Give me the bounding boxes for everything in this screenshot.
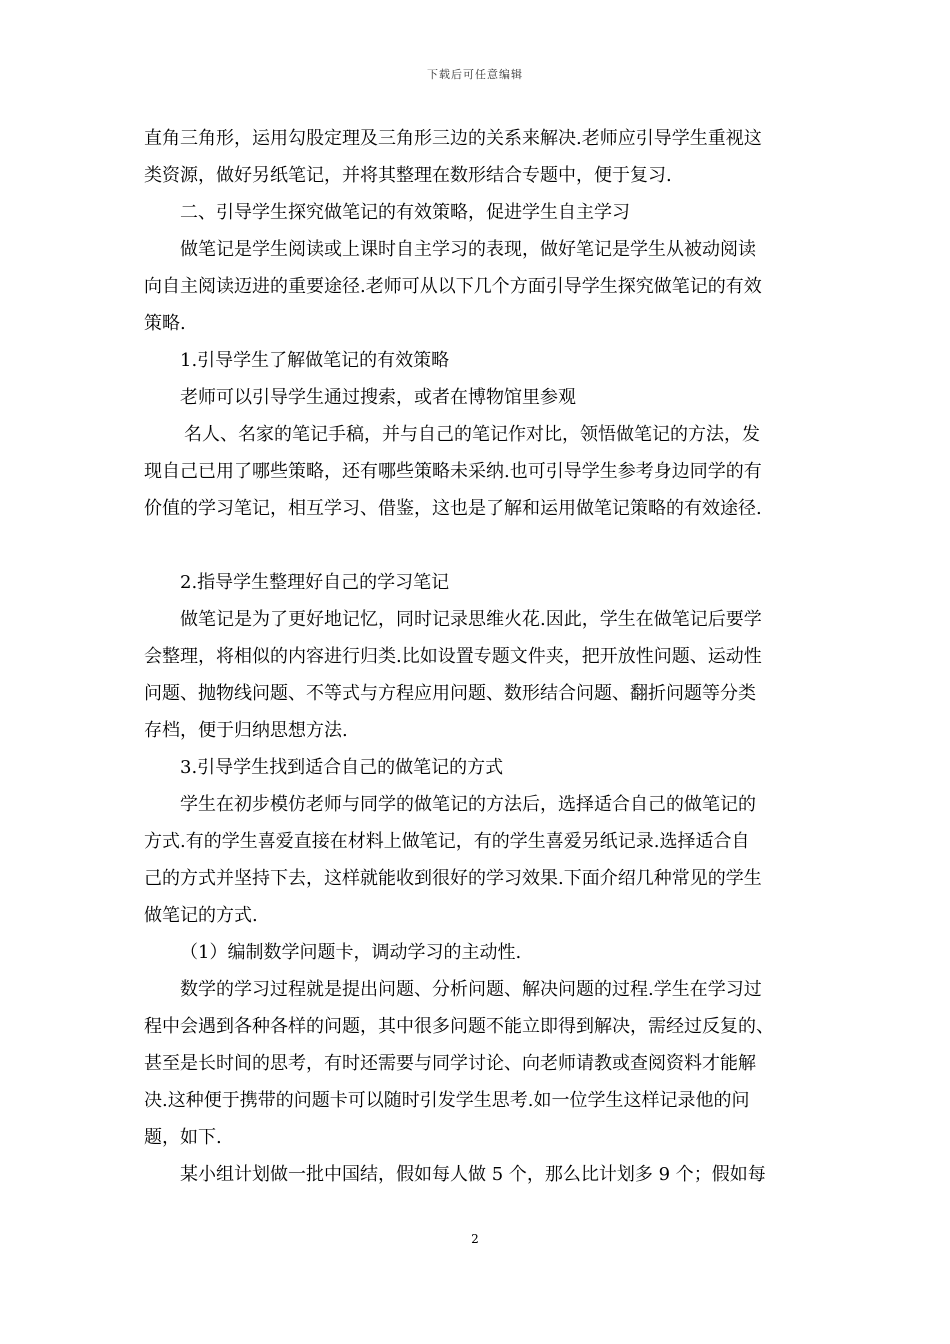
text-line: 问题、抛物线问题、不等式与方程应用问题、数形结合问题、翻折问题等分类 [144, 683, 756, 704]
text-line: 题，如下. [144, 1127, 222, 1148]
paragraph [144, 971, 808, 1156]
text-line: 老师可以引导学生通过搜索，或者在博物馆里参观 [180, 387, 576, 408]
subsection-heading [144, 749, 808, 786]
text-line: 程中会遇到各种各样的问题，其中很多问题不能立即得到解决，需经过反复的、 [144, 1016, 774, 1037]
document-body [144, 120, 808, 1193]
text-line: 直角三角形，运用勾股定理及三角形三边的关系来解决.老师应引导学生重视这 [144, 128, 762, 149]
text-line: 现自己已用了哪些策略，还有哪些策略未采纳.也可引导学生参考身边同学的有 [144, 461, 762, 482]
text-line: 己的方式并坚持下去，这样就能收到很好的学习效果.下面介绍几种常见的学生 [144, 868, 762, 889]
heading-text: 1.引导学生了解做笔记的有效策略 [180, 350, 450, 371]
text-line: 某小组计划做一批中国结，假如每人做 5 个，那么比计划多 9 个；假如每 [180, 1164, 766, 1185]
subsection-heading [144, 564, 808, 601]
text-line: 决.这种便于携带的问题卡可以随时引发学生思考.如一位学生这样记录他的问 [144, 1090, 750, 1111]
text-line: 会整理，将相似的内容进行归类.比如设置专题文件夹，把开放性问题、运动性 [144, 646, 762, 667]
paragraph [144, 379, 808, 416]
page-number: 2 [471, 1232, 479, 1246]
page-header: 下载后可任意编辑 [427, 68, 523, 81]
section-heading [144, 194, 808, 231]
paragraph [144, 120, 808, 194]
text-line: 向自主阅读迈进的重要途径.老师可从以下几个方面引导学生探究做笔记的有效 [144, 276, 762, 297]
text-line: 存档，便于归纳思想方法. [144, 720, 348, 741]
text-line: 学生在初步模仿老师与同学的做笔记的方法后，选择适合自己的做笔记的 [180, 794, 756, 815]
heading-text: 3.引导学生找到适合自己的做笔记的方式 [180, 757, 504, 778]
heading-text: 二、引导学生探究做笔记的有效策略，促进学生自主学习 [180, 202, 630, 223]
paragraph [144, 786, 808, 934]
text-line: 做笔记是学生阅读或上课时自主学习的表现，做好笔记是学生从被动阅读 [180, 239, 756, 260]
text-line: 名人、名家的笔记手稿，并与自己的笔记作对比，领悟做笔记的方法，发 [184, 424, 760, 445]
heading-text: 2.指导学生整理好自己的学习笔记 [180, 572, 450, 593]
subsection-heading [144, 934, 808, 971]
paragraph [144, 601, 808, 749]
text-line: 数学的学习过程就是提出问题、分析问题、解决问题的过程.学生在学习过 [180, 979, 762, 1000]
text-line: 做笔记的方式. [144, 905, 258, 926]
text-line: 类资源，做好另纸笔记，并将其整理在数形结合专题中，便于复习. [144, 165, 672, 186]
text-line: 策略. [144, 313, 186, 334]
text-line: 甚至是长时间的思考，有时还需要与同学讨论、向老师请教或查阅资料才能解 [144, 1053, 756, 1074]
text-line: 价值的学习笔记，相互学习、借鉴，这也是了解和运用做笔记策略的有效途径. [144, 498, 762, 519]
paragraph [144, 231, 808, 342]
text-line: 做笔记是为了更好地记忆，同时记录思维火花.因此，学生在做笔记后要学 [180, 609, 762, 630]
subsection-heading [144, 342, 808, 379]
blank-line [144, 527, 808, 564]
text-line: 方式.有的学生喜爱直接在材料上做笔记，有的学生喜爱另纸记录.选择适合自 [144, 831, 750, 852]
heading-text: （1）编制数学问题卡，调动学习的主动性. [180, 942, 522, 963]
paragraph [144, 416, 808, 527]
paragraph [144, 1156, 808, 1193]
